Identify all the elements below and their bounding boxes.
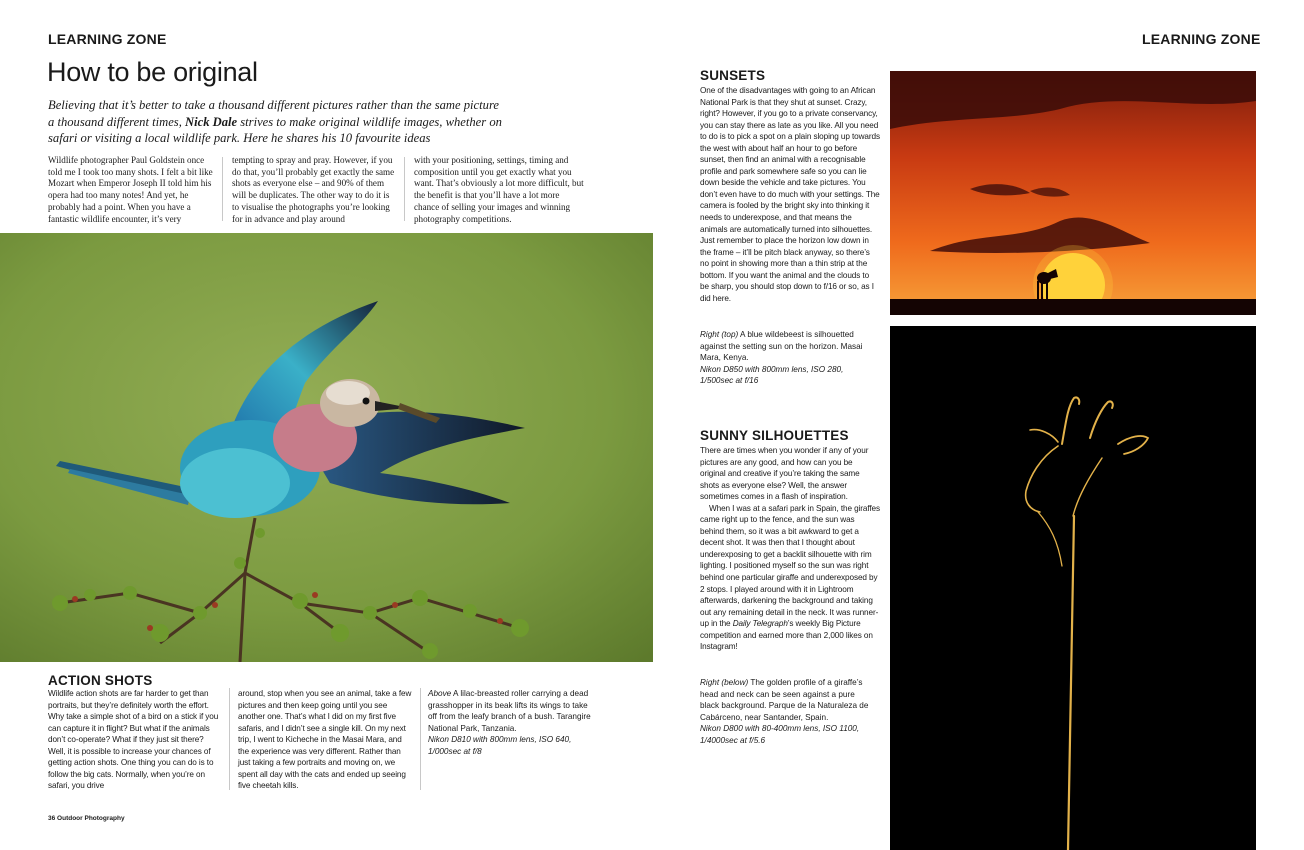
section-heading-sunsets: SUNSETS — [700, 68, 766, 83]
publication-reference: Daily Telegraph — [732, 619, 788, 629]
giraffe-silhouette-photo — [890, 326, 1256, 850]
paragraph-1: There are times when you wonder if any of your pictures are any good, and how can you be original and creative if you’re taking the same shots as everyone else? Well, the answer sometimes comes in a flash of inspiration. — [700, 446, 869, 502]
column-divider — [404, 157, 405, 221]
action-shots-column-1: Wildlife action shots are far harder to get than portraits, but they’re definitely worth the effort. Why take a simple shot of a bird on a stick if you can capture it in flight? But what if the animals don’t co-operate? What if they just sit there? Well, it is possible to increase your chances of getting action shots. One thing you can do is to follow the big cats. Normally, when you’re on safari, you drive — [48, 689, 219, 791]
caption-tech: Nikon D800 with 80-400mm lens, ISO 1100, 1/4000sec at f/5.6 — [700, 724, 860, 745]
roller-illustration — [0, 233, 653, 662]
paragraph-2-end: ’s weekly Big Picture competition and earned more than 2,000 likes on Instagram! — [700, 619, 873, 652]
section-label-right: LEARNING ZONE — [1142, 31, 1261, 47]
intro-column-3: with your positioning, settings, timing and composition until you get exactly what you want. That’s obviously a lot more difficult, but the benefit is that you’ll have a lot more chance of selling your images and winning photography competitions. — [414, 155, 584, 224]
giraffe-caption — [700, 677, 876, 747]
caption-text: A lilac-breasted roller carrying a dead grasshopper in its beak lifts its wings to take off from the leafy branch of a bush. Tarangire National Park, Tanzania. — [428, 689, 591, 733]
publication-name: Outdoor Photography — [57, 815, 125, 822]
caption-text: The golden profile of a giraffe’s head and neck can be seen against a pure black background. Parque de la Naturaleza de Cabárceno, near Santander, Spain. — [700, 678, 869, 722]
column-divider — [222, 157, 223, 221]
page-number: 36 — [48, 815, 56, 822]
wildebeest-sunset-photo — [890, 71, 1256, 315]
caption-label: Right (below) — [700, 678, 749, 687]
caption-tech: Nikon D810 with 800mm lens, ISO 640, 1/000sec at f/8 — [428, 735, 572, 756]
standfirst — [48, 97, 508, 147]
page-title: How to be original — [47, 57, 258, 87]
section-label-left: LEARNING ZONE — [48, 31, 167, 47]
column-divider — [420, 688, 421, 790]
intro-column-1: Wildlife photographer Paul Goldstein once told me I took too many shots. I felt a bit like Mozart when Emperor Joseph II told him his opera had too many notes! And yet, he probably had a point. When you have a fantastic wildlife encounter, it’s very — [48, 155, 213, 224]
author-name: Nick Dale — [185, 114, 238, 129]
caption-text: A blue wildebeest is silhouetted against the setting sun on the horizon. Masai Mara, Kenya. — [700, 330, 863, 363]
sunset-illustration — [890, 71, 1256, 315]
giraffe-illustration — [890, 326, 1256, 850]
intro-column-2: tempting to spray and pray. However, if you do that, you’ll probably get exactly the same shots as everyone else – and 90% of them will be duplicates. The other way to do it is to visualise the photographs you’re looking for in advance and play around — [232, 155, 395, 224]
paragraph-2: When I was at a safari park in Spain, the giraffes came right up to the fence, and the sun was behind them, so it was a bit awkward to get a decent shot. It was then that I thought about underexposing to get a backlit silhouette with rim lighting. I positioned myself so the sun was right behind one particular giraffe and underexposed by 2 stops. I played around with it in Lightroom afterwards, darkening the background and taking out any remaining detail in the neck. It was runner-up in the — [700, 503, 880, 629]
wildebeest-caption — [700, 329, 868, 387]
sunny-silhouettes-body — [700, 445, 880, 653]
action-shots-column-2: around, stop when you see an animal, take a few pictures and then keep going until you see another one. That’s what I did on my first five safaris, and I didn’t see a single kill. On my next trip, I went to Kicheche in the Masai Mara, and the experience was very different. Rather than just taking a few portraits and moving on, we spent all day with the cats and ended up seeing five cheetah kills. — [238, 689, 412, 791]
roller-caption — [428, 688, 594, 758]
column-divider — [229, 688, 230, 790]
standfirst-text: Believing that it’s better to take a thousand different pictures rather than the same picture a thousand different times, — [48, 98, 499, 129]
section-heading-sunny-silhouettes: SUNNY SILHOUETTES — [700, 428, 849, 443]
caption-tech: Nikon D850 with 800mm lens, ISO 280, 1/500sec at f/16 — [700, 364, 844, 386]
roller-photo — [0, 233, 653, 662]
standfirst-text-end: strives to make original wildlife images, whether on safari or visiting a local wildlife park. Here he shares his 10 favourite ideas — [48, 114, 502, 146]
page-footer — [48, 815, 125, 822]
caption-label: Above — [428, 689, 452, 698]
caption-label: Right (top) — [700, 330, 739, 339]
sunsets-body: One of the disadvantages with going to an African National Park is that they shut at sunset. Crazy, right? However, if you go to a private conservancy, you can stay there as late as you like. All you need to do is to pick a spot on a plain sloping up towards the west with about half an hour to go before sunset, then find an animal with a recognisable profile and park somewhere safe so you can lie down beside the vehicle and take pictures. You don’t even have to do much with your settings. The camera is fooled by the bright sky into thinking it needs to underexpose, and that means the animals are automatically turned into silhouettes. Just remember to place the horizon low down in the frame – it’ll be pitch black anyway, so there’s no point in showing more than a thin strip at the bottom. If you want the animal and the clouds to be sharp, you should stop down to f/16 or so, as I did here. — [700, 86, 880, 303]
section-heading-action-shots: ACTION SHOTS — [48, 673, 153, 688]
